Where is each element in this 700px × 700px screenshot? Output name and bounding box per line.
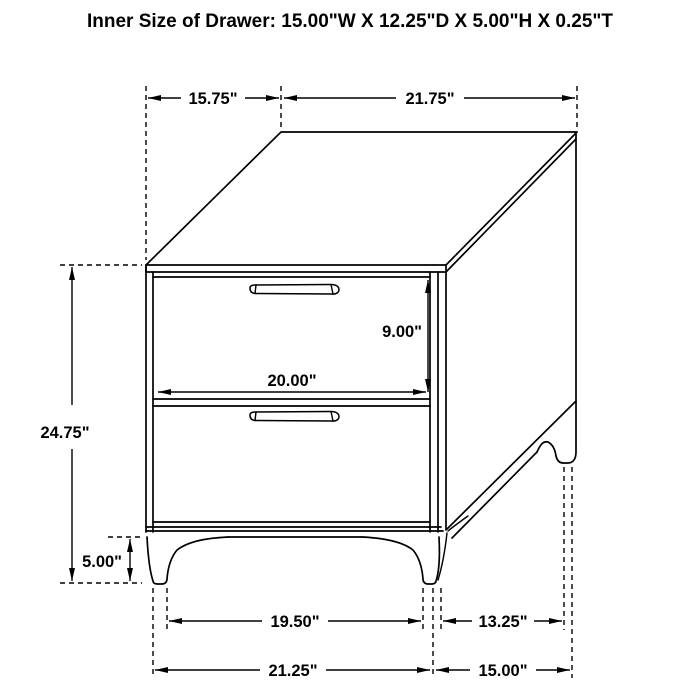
dim-label-top-width: 21.75" [405, 90, 455, 108]
front-right-leg-profile [362, 537, 439, 584]
nightstand-drawing [146, 132, 577, 584]
top-panel [146, 132, 577, 272]
dim-label-drawer-width: 20.00" [267, 372, 317, 390]
front-left-leg-profile [147, 537, 228, 584]
dim-label-leg-height: 5.00" [82, 553, 122, 571]
top-panel-right-edge [446, 132, 577, 265]
right-side-panel [438, 132, 576, 580]
extension-lines [60, 86, 577, 678]
dimensions [40, 90, 575, 680]
top-panel-corner-edges [146, 265, 446, 272]
side-panel-bottom-edge [447, 401, 576, 529]
back-right-leg [537, 132, 576, 463]
front-left-leg [147, 537, 228, 584]
top-panel-right-thickness [446, 139, 576, 272]
dim-label-base-width: 21.25" [268, 662, 318, 680]
dim-label-side-leg-spacing: 13.25" [478, 613, 528, 631]
page-title: Inner Size of Drawer: 15.00"W X 12.25"D X 5.00"H X 0.25"T [86, 11, 614, 32]
dim-label-overall-height: 24.75" [40, 424, 90, 442]
dim-label-base-depth: 15.00" [478, 662, 528, 680]
dim-label-top-depth: 15.75" [188, 90, 238, 108]
front-face [146, 265, 443, 537]
drawer-2-handle [250, 412, 339, 422]
front-right-leg [362, 537, 439, 584]
dim-label-front-leg-spacing: 19.50" [270, 613, 320, 631]
drawer-1-handle [250, 285, 339, 295]
side-apron-bottom-edge [452, 452, 537, 538]
dim-label-drawer-height: 9.00" [382, 323, 422, 341]
